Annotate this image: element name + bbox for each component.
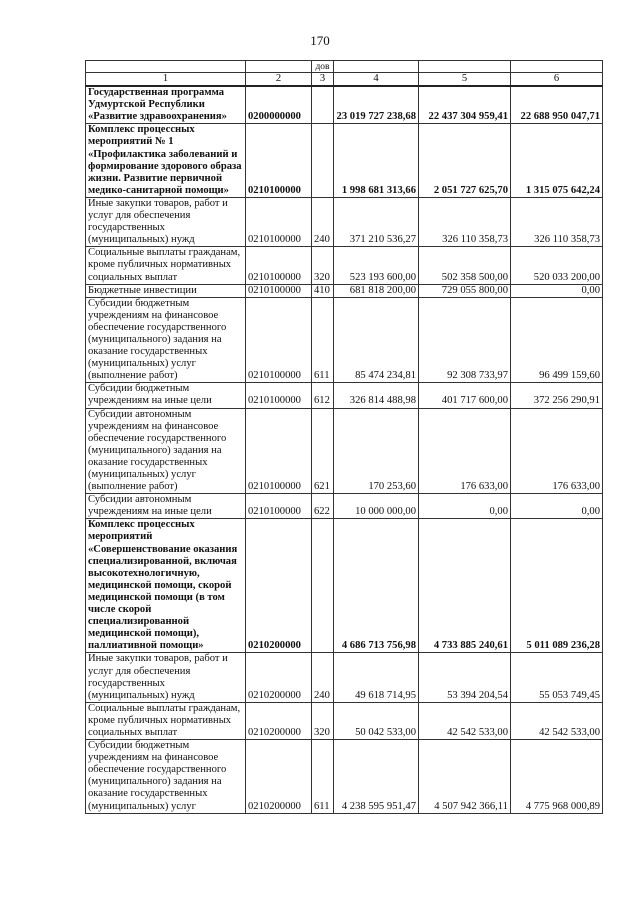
amount-year-1: 85 474 234,81 xyxy=(334,297,419,383)
amount-year-3: 176 633,00 xyxy=(511,408,603,494)
target-code: 0210200000 xyxy=(246,702,312,739)
expense-type xyxy=(312,519,334,653)
column-number: 5 xyxy=(419,73,511,87)
table-row xyxy=(86,247,603,284)
amount-year-3: 96 499 159,60 xyxy=(511,297,603,383)
target-code: 0210200000 xyxy=(246,740,312,814)
amount-year-1: 4 686 713 756,98 xyxy=(334,519,419,653)
amount-year-2: 53 394 204,54 xyxy=(419,653,511,702)
row-name: Бюджетные инвестиции xyxy=(86,284,246,297)
row-name: Субсидии бюджетным учреждениям на иные цели xyxy=(86,383,246,408)
amount-year-3: 520 033 200,00 xyxy=(511,247,603,284)
table-row-section xyxy=(86,519,603,653)
column-number: 2 xyxy=(246,73,312,87)
row-name: Субсидии автономным учреждениям на финансовое обеспечение государственного (муниципального) задания на оказание государственных (муниципальных) услуг (выполнение работ) xyxy=(86,408,246,494)
expense-type: 621 xyxy=(312,408,334,494)
amount-year-2: 401 717 600,00 xyxy=(419,383,511,408)
column-number: 1 xyxy=(86,73,246,87)
table-row xyxy=(86,284,603,297)
column-number: 3 xyxy=(312,73,334,87)
header-cell xyxy=(246,61,312,73)
table-row-section xyxy=(86,86,603,124)
target-code: 0210100000 xyxy=(246,383,312,408)
target-code: 0210100000 xyxy=(246,408,312,494)
amount-year-1: 10 000 000,00 xyxy=(334,494,419,519)
amount-year-3: 326 110 358,73 xyxy=(511,197,603,246)
header-cell xyxy=(86,61,246,73)
column-number-row xyxy=(86,73,603,87)
target-code: 0210100000 xyxy=(246,494,312,519)
table-row xyxy=(86,297,603,383)
amount-year-3: 0,00 xyxy=(511,494,603,519)
amount-year-2: 92 308 733,97 xyxy=(419,297,511,383)
page-number: 170 xyxy=(310,33,330,48)
amount-year-2: 502 358 500,00 xyxy=(419,247,511,284)
amount-year-2: 326 110 358,73 xyxy=(419,197,511,246)
table-row xyxy=(86,653,603,702)
row-name: Социальные выплаты гражданам, кроме публичных нормативных социальных выплат xyxy=(86,702,246,739)
column-number: 6 xyxy=(511,73,603,87)
expense-type: 240 xyxy=(312,653,334,702)
amount-year-3: 55 053 749,45 xyxy=(511,653,603,702)
expense-type: 612 xyxy=(312,383,334,408)
amount-year-3: 4 775 968 000,89 xyxy=(511,740,603,814)
amount-year-2: 176 633,00 xyxy=(419,408,511,494)
amount-year-3: 1 315 075 642,24 xyxy=(511,124,603,198)
expense-type: 611 xyxy=(312,297,334,383)
target-code: 0210200000 xyxy=(246,519,312,653)
expense-type: 320 xyxy=(312,702,334,739)
amount-year-3: 372 256 290,91 xyxy=(511,383,603,408)
amount-year-3: 5 011 089 236,28 xyxy=(511,519,603,653)
header-cell xyxy=(334,61,419,73)
expense-type xyxy=(312,86,334,124)
amount-year-1: 1 998 681 313,66 xyxy=(334,124,419,198)
table-row xyxy=(86,702,603,739)
amount-year-3: 42 542 533,00 xyxy=(511,702,603,739)
column-number: 4 xyxy=(334,73,419,87)
header-row-continued xyxy=(86,61,603,73)
amount-year-2: 2 051 727 625,70 xyxy=(419,124,511,198)
expense-type: 320 xyxy=(312,247,334,284)
amount-year-2: 4 507 942 366,11 xyxy=(419,740,511,814)
target-code: 0200000000 xyxy=(246,86,312,124)
expense-type xyxy=(312,124,334,198)
amount-year-2: 22 437 304 959,41 xyxy=(419,86,511,124)
amount-year-1: 371 210 536,27 xyxy=(334,197,419,246)
row-name: Субсидии бюджетным учреждениям на финансовое обеспечение государственного (муниципального) задания на оказание государственных (муниципальных) услуг (выполнение работ) xyxy=(86,297,246,383)
table-row xyxy=(86,740,603,814)
table-row xyxy=(86,383,603,408)
row-name: Иные закупки товаров, работ и услуг для обеспечения государственных (муниципальных) нужд xyxy=(86,197,246,246)
amount-year-1: 681 818 200,00 xyxy=(334,284,419,297)
amount-year-1: 523 193 600,00 xyxy=(334,247,419,284)
amount-year-1: 50 042 533,00 xyxy=(334,702,419,739)
row-name: Комплекс процессных мероприятий № 1 «Профилактика заболеваний и формирование здорового образа жизни. Развитие первичной медико-санитарной помощи» xyxy=(86,124,246,198)
expense-type: 410 xyxy=(312,284,334,297)
target-code: 0210100000 xyxy=(246,284,312,297)
header-cell: дов xyxy=(312,61,334,73)
target-code: 0210100000 xyxy=(246,197,312,246)
amount-year-2: 42 542 533,00 xyxy=(419,702,511,739)
table-row xyxy=(86,197,603,246)
row-name: Субсидии автономным учреждениям на иные цели xyxy=(86,494,246,519)
amount-year-1: 326 814 488,98 xyxy=(334,383,419,408)
amount-year-2: 0,00 xyxy=(419,494,511,519)
expense-type: 240 xyxy=(312,197,334,246)
row-name: Иные закупки товаров, работ и услуг для обеспечения государственных (муниципальных) нужд xyxy=(86,653,246,702)
target-code: 0210100000 xyxy=(246,247,312,284)
header-cell xyxy=(511,61,603,73)
budget-table xyxy=(85,60,603,814)
amount-year-1: 23 019 727 238,68 xyxy=(334,86,419,124)
amount-year-2: 729 055 800,00 xyxy=(419,284,511,297)
row-name: Социальные выплаты гражданам, кроме публичных нормативных социальных выплат xyxy=(86,247,246,284)
row-name: Комплекс процессных мероприятий «Совершенствование оказания специализированной, включая высокотехнологичную, медицинской помощи, скорой медицинской помощи (в том числе скорой специализированной медицинской помощи), паллиативной помощи» xyxy=(86,519,246,653)
target-code: 0210200000 xyxy=(246,653,312,702)
table-row-section xyxy=(86,124,603,198)
amount-year-1: 170 253,60 xyxy=(334,408,419,494)
target-code: 0210100000 xyxy=(246,297,312,383)
row-name: Субсидии бюджетным учреждениям на финансовое обеспечение государственного (муниципального) задания на оказание государственных (муниципальных) услуг xyxy=(86,740,246,814)
amount-year-3: 22 688 950 047,71 xyxy=(511,86,603,124)
target-code: 0210100000 xyxy=(246,124,312,198)
amount-year-1: 4 238 595 951,47 xyxy=(334,740,419,814)
amount-year-1: 49 618 714,95 xyxy=(334,653,419,702)
expense-type: 611 xyxy=(312,740,334,814)
table-row xyxy=(86,408,603,494)
row-name: Государственная программа Удмуртской Республики «Развитие здравоохранения» xyxy=(86,86,246,124)
amount-year-3: 0,00 xyxy=(511,284,603,297)
amount-year-2: 4 733 885 240,61 xyxy=(419,519,511,653)
expense-type: 622 xyxy=(312,494,334,519)
table-row xyxy=(86,494,603,519)
header-cell xyxy=(419,61,511,73)
